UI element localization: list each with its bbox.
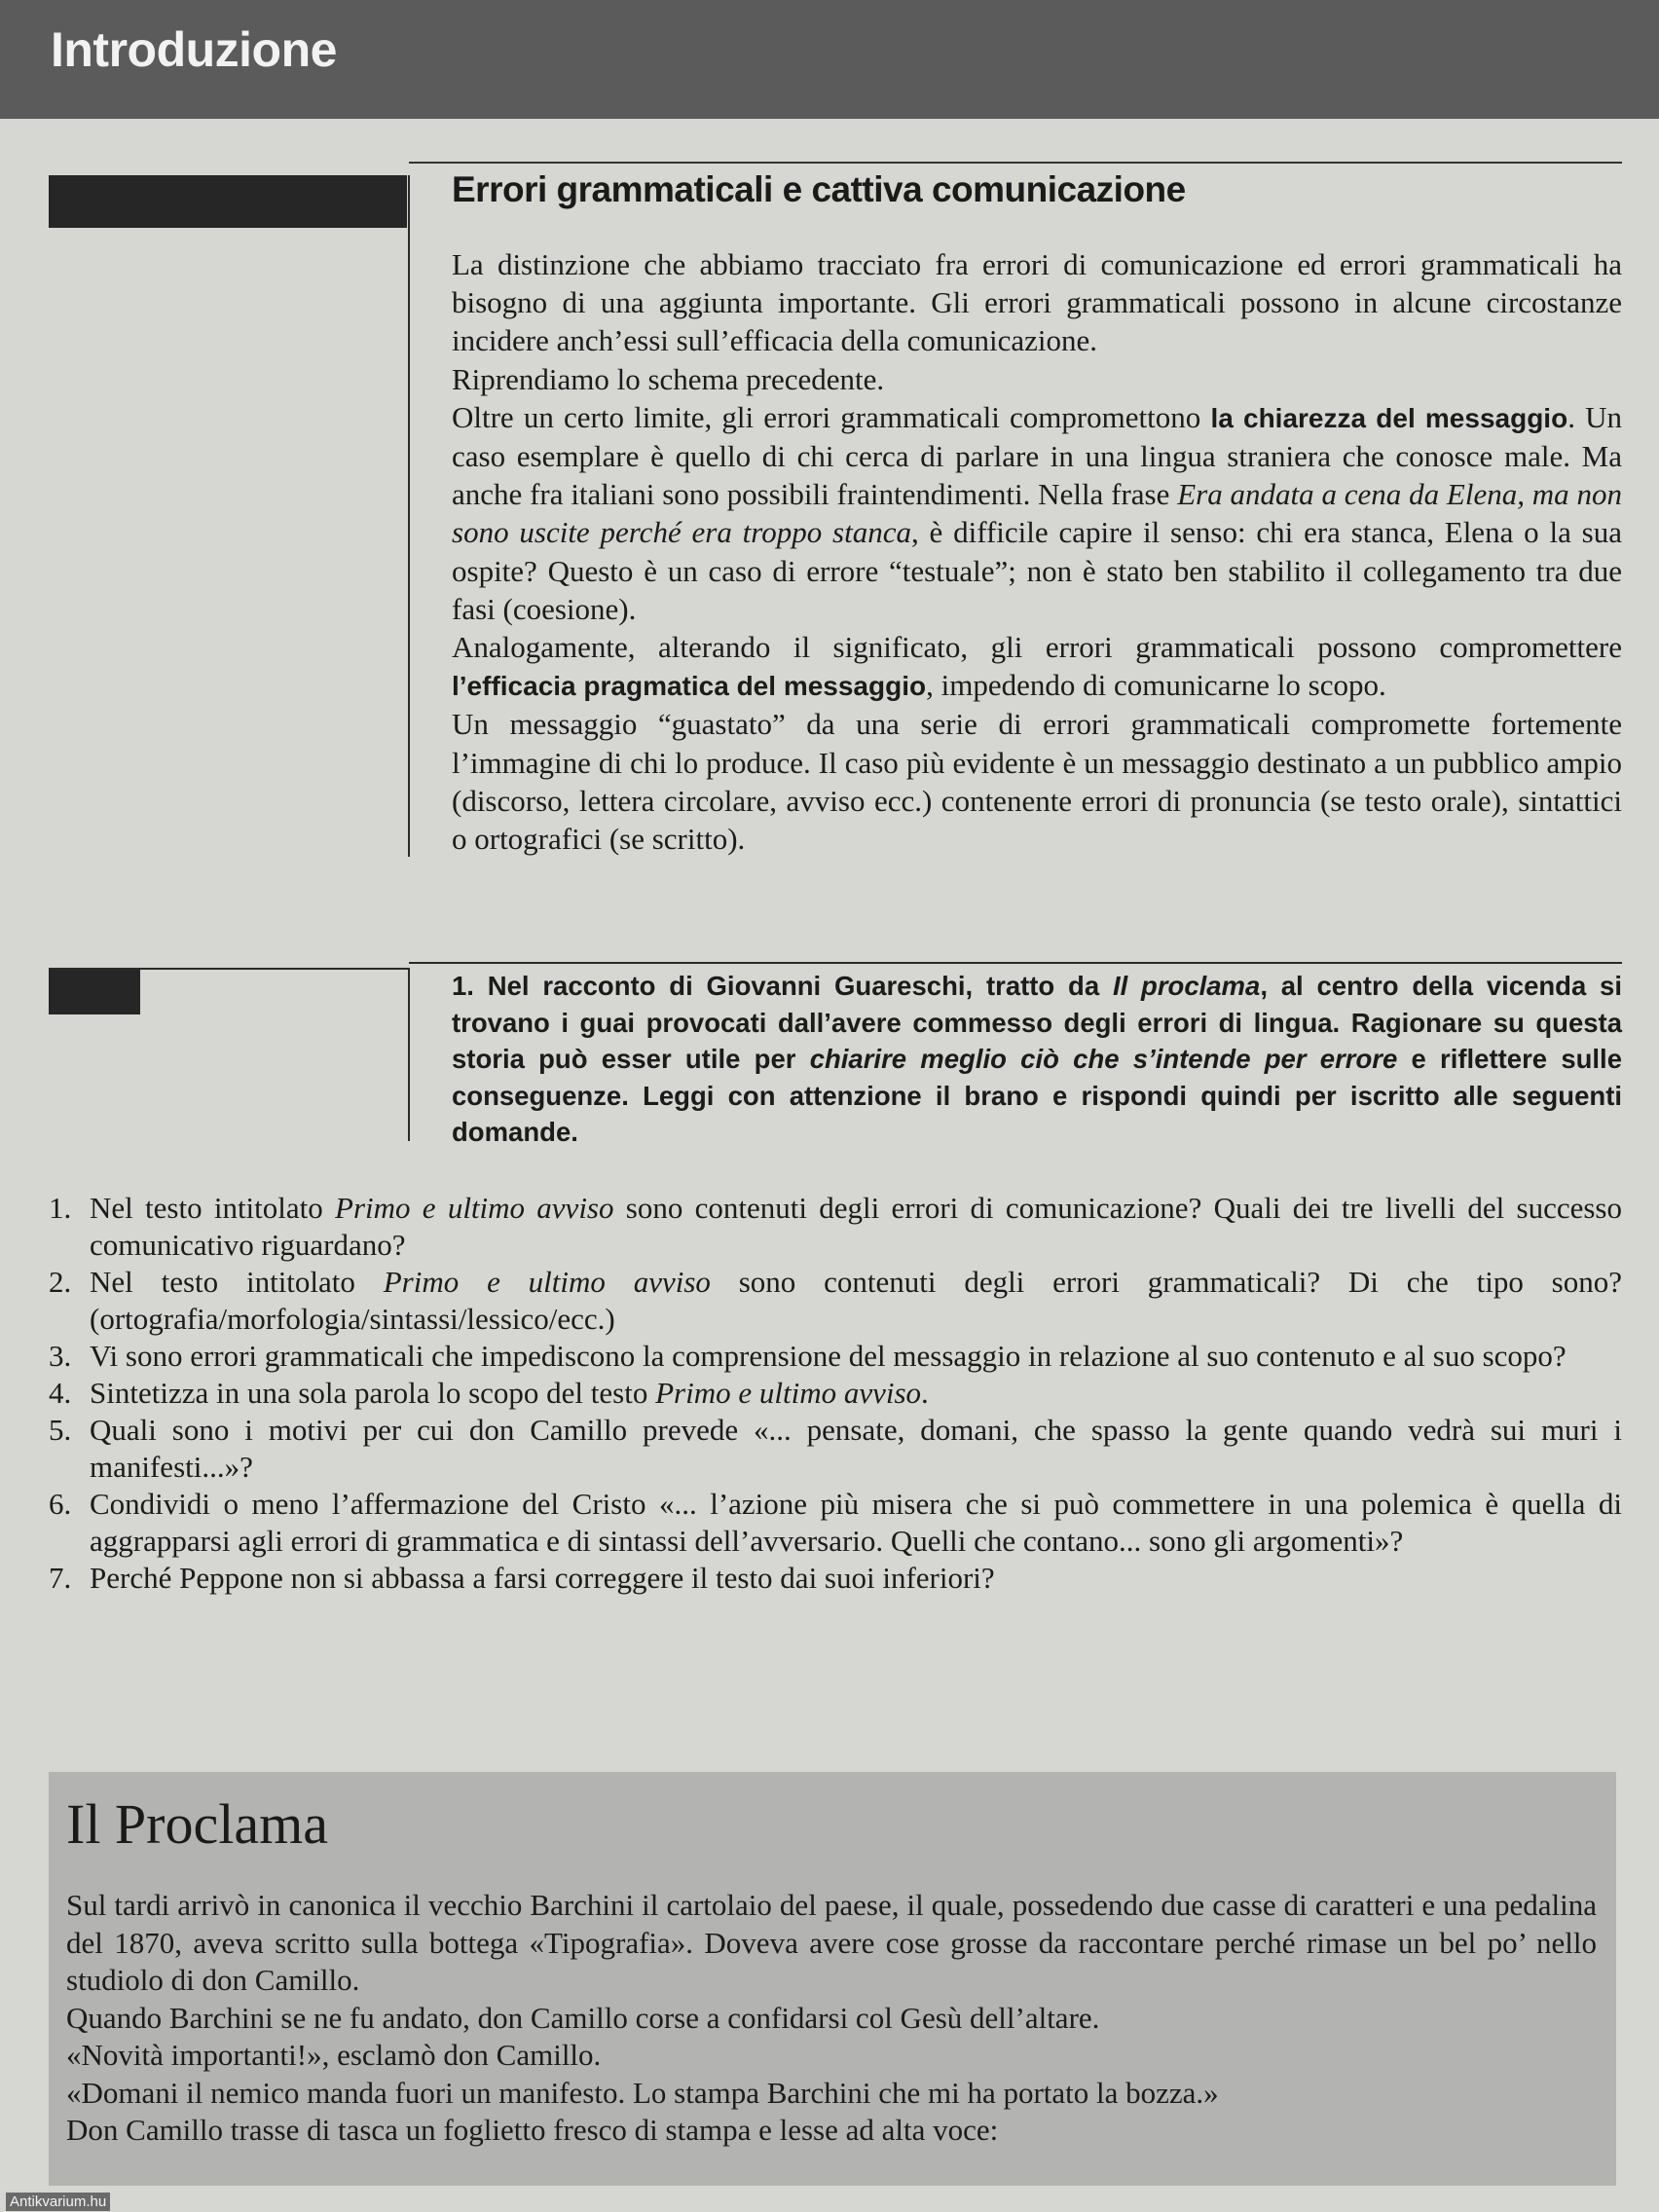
header-bar [0,0,1659,119]
top-rule [409,162,1622,164]
paragraph: Un messaggio “guastato” da una serie di errori grammaticali compromette fortemente l’immagine di chi lo produce. Il caso più evidente è un messaggio destinato a un pubblico ampio (discorso, lettera circolare, avviso ecc.) contenente errori di pronuncia (se testo orale), sintattici o ortografici (se scritto). [452,707,1622,857]
section-tab [49,175,407,228]
proclama-title: Il Proclama [66,1792,328,1856]
exercise-tab [49,970,140,1014]
watermark: Antikvarium.hu [6,2193,110,2211]
paragraph: Analogamente, alterando il significato, gli errori grammaticali possono compromettere l’efficacia pragmatica del messaggio, impedendo di comunicarne lo scopo. [452,630,1622,703]
header-title: Introduzione [51,22,337,77]
paragraph: Don Camillo trasse di tasca un foglietto fresco di stampa e lesse ad alta voce: [66,2113,999,2147]
question-list [49,1190,1622,1597]
proclama-box [49,1772,1616,2186]
question-item: 7. Perché Peppone non si abbassa a farsi correggere il testo dai suoi inferiori? [49,1561,995,1595]
bold-term: la chiarezza del messaggio [1210,402,1568,433]
proclama-text [66,1887,1597,2150]
section-divider [408,175,410,857]
question-item: 6. Condividi o meno l’affermazione del Cristo «... l’azione più misera che si può commettere in una polemica è quella di aggrapparsi agli errori di grammatica e di sintassi dell’avversario. Quelli che contano... sono gli argomenti»? [49,1487,1622,1558]
paragraph: Sul tardi arrivò in canonica il vecchio Barchini il cartolaio del paese, il quale, possedendo due casse di caratteri e una pedalina del 1870, aveva scritto sulla bottega «Tipografia». Doveva avere cose grosse da raccontare perché rimase un bel po’ nello studiolo di don Camillo. [66,1888,1597,1997]
exercise-rule-right [409,962,1622,964]
paragraph: Oltre un certo limite, gli errori grammaticali compromettono la chiarezza del messaggio. Un caso esemplare è quello di chi cerca di parlare in una lingua straniera che conosce male. Ma anche fra italiani sono possibili fraintendimenti. Nella frase Era andata a cena da Elena, ma non sono uscite perché era troppo stanca, è difficile capire il senso: chi era stanca, Elena o la sua ospite? Questo è un caso di errore “testuale”; non è stato ben stabilito il collegamento tra due fasi (coesione). [452,399,1623,626]
exercise-instructions: 1. Nel racconto di Giovanni Guareschi, tratto da Il proclama, al centro della vicenda si trovano i guai provocati dall’avere commesso degli errori di lingua. Ragionare su questa storia può esser utile per chiarire meglio ciò che s’intende per errore e riflettere sulle conseguenze. Leggi con attenzione il brano e rispondi quindi per iscritto alle seguenti domande. [452,971,1622,1147]
section-title: Errori grammaticali e cattiva comunicazione [452,169,1186,209]
paragraph: «Novità importanti!», esclamò don Camillo. [66,2038,602,2072]
section-body [452,245,1622,858]
paragraph: La distinzione che abbiamo tracciato fra errori di comunicazione ed errori grammaticali ha bisogno di una aggiunta importante. Gli errori grammaticali possono in alcune circostanze incidere anch’essi sull’efficacia della comunicazione. [452,247,1622,358]
question-item: 2. Nel testo intitolato Primo e ultimo avviso sono contenuti degli errori grammaticali? Di che tipo sono? (ortografia/morfologia/sintassi/lessico/ecc.) [49,1265,1622,1336]
paragraph: «Domani il nemico manda fuori un manifesto. Lo stampa Barchini che mi ha portato la bozza.» [66,2075,1219,2110]
question-item: 5. Quali sono i motivi per cui don Camillo prevede «... pensate, domani, che spasso la gente quando vedrà sui muri i manifesti...»? [49,1413,1622,1484]
example-sentence: Era andata a cena da Elena, ma non sono uscite perché era troppo stanca [452,477,1623,550]
paragraph: Quando Barchini se ne fu andato, don Camillo corse a confidarsi col Gesù dell’altare. [66,2000,1100,2035]
question-item: 3. Vi sono errori grammaticali che impediscono la comprensione del messaggio in relazione al suo contenuto e al suo scopo? [49,1339,1567,1373]
bold-term: l’efficacia pragmatica del messaggio [452,671,927,702]
exercise-divider [408,968,410,1141]
question-item: 4. Sintetizza in una sola parola lo scopo del testo Primo e ultimo avviso. [49,1376,929,1410]
paragraph: Riprendiamo lo schema precedente. [452,361,885,396]
question-item: 1. Nel testo intitolato Primo e ultimo avviso sono contenuti degli errori di comunicazione? Quali dei tre livelli del successo comunicativo riguardano? [49,1191,1622,1262]
